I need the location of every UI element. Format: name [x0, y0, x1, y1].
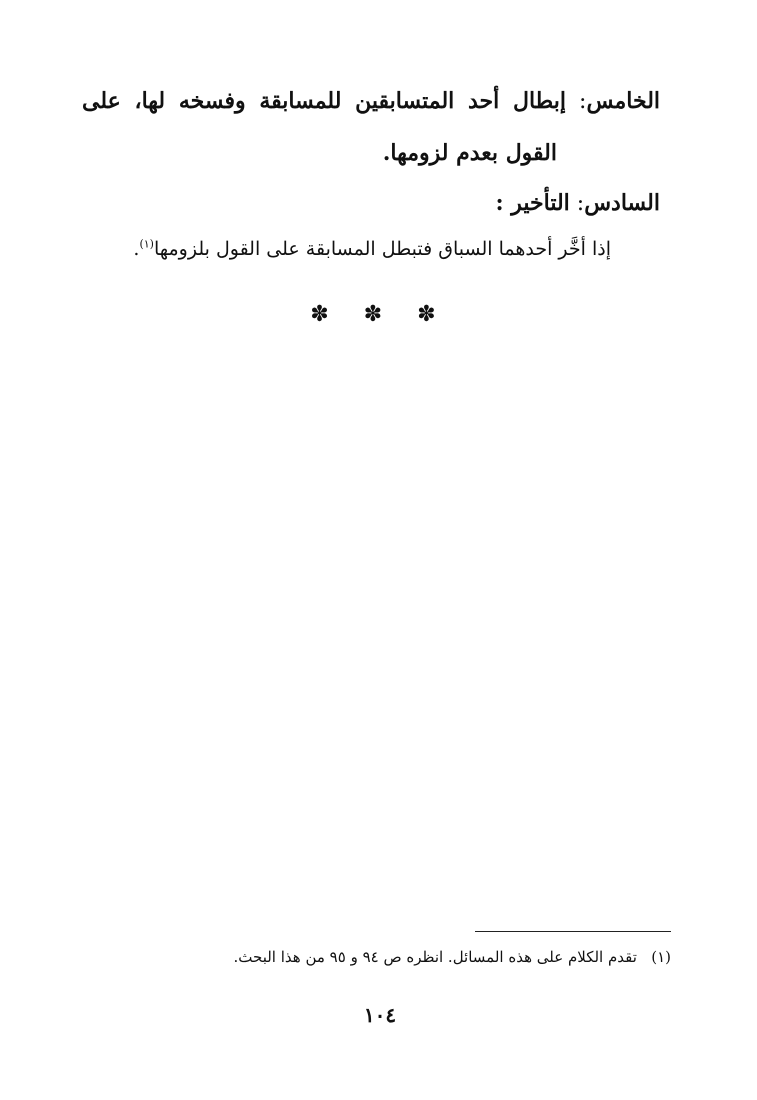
fifth-section-separator: : [565, 89, 587, 114]
page-number: ١٠٤ [363, 1003, 397, 1027]
sixth-section-body [133, 238, 611, 260]
sixth-section-separator: : [569, 191, 585, 216]
footnote-text: تقدم الكلام على هذه المسائل. انظره ص ٩٤ و ٩٥ من هذا البحث. [233, 948, 637, 966]
sixth-section-heading [495, 190, 660, 216]
sixth-section-label: السادس [584, 190, 660, 216]
section-separator-stars: ✽ ✽ ✽ [310, 302, 450, 327]
fifth-section-line-1 [82, 88, 660, 114]
fifth-section-text-line-2: القول بعدم لزومها. [382, 140, 557, 166]
fifth-section-label: الخامس [586, 88, 661, 114]
footnote [234, 948, 671, 966]
fifth-section-text-line-1: إبطال أحد المتسابقين للمسابقة وفسخه لها، على [82, 88, 566, 114]
fifth-section-line-2 [383, 140, 557, 166]
footnote-marker: (١) [651, 948, 671, 966]
sixth-section-title: التأخير : [495, 190, 570, 216]
sixth-section-end-punct: . [133, 238, 140, 260]
footnote-divider [475, 931, 671, 932]
sixth-section-body-text: إذا أخَّر أحدهما السباق فتبطل المسابقة على القول بلزومها [153, 238, 611, 260]
footnote-reference[interactable]: (١) [139, 237, 154, 251]
